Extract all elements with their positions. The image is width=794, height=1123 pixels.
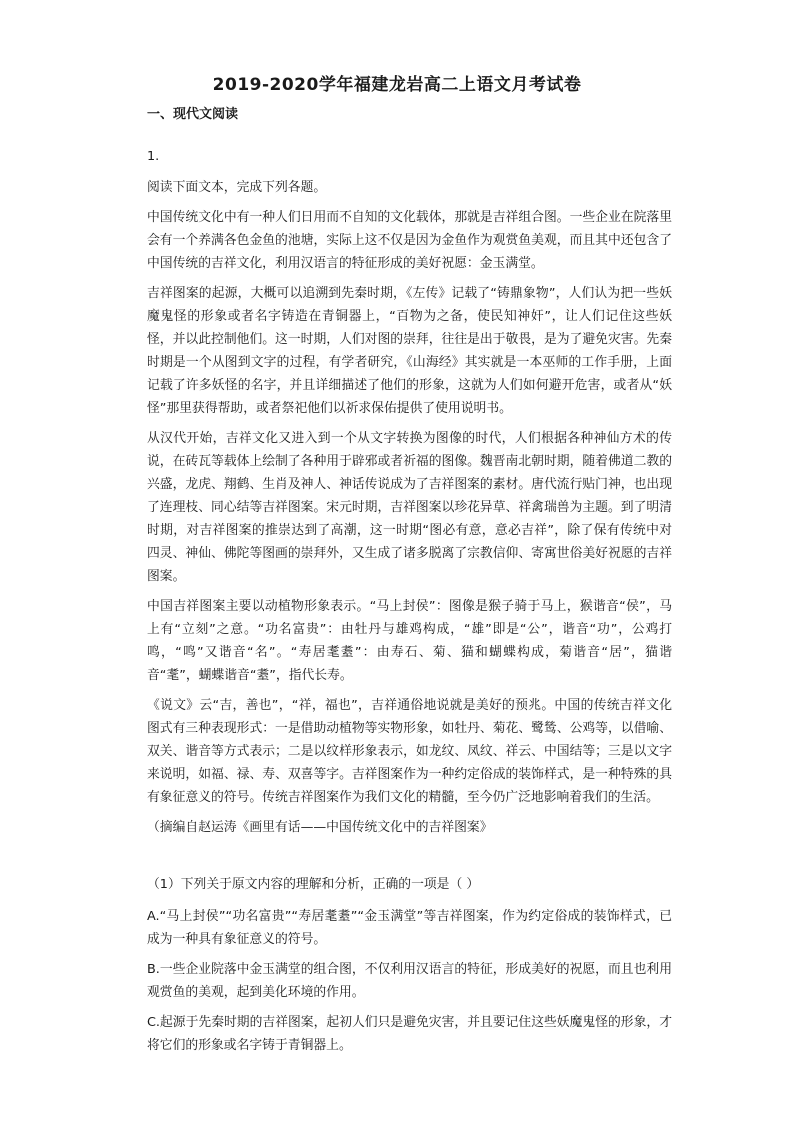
source-note: （摘编自赵运涛《画里有话——中国传统文化中的吉祥图案》 — [147, 820, 493, 835]
option-c: C.起源于先秦时期的吉祥图案，起初人们只是避免灾害，并且要记住这些妖魔鬼怪的形象，才将它们的形象或名字铸于青铜器上。 — [147, 1015, 672, 1053]
paragraph: 中国吉祥图案主要以动植物形象表示。“马上封侯”：图像是猴子骑于马上，猴谐音“侯”，马上有“立刻”之意。“功名富贵”：由牡丹与雄鸡构成，“雄”即是“公”，谐音“功”，公鸡打鸣，“鸣”又谐音“名”。“寿居耄耋”：由寿石、菊、猫和蝴蝶构成，菊谐音“居”，猫谐音“耄”，蝴蝶谐音“耋”，指代长寿。 — [147, 599, 672, 683]
paragraph: 吉祥图案的起源，大概可以追溯到先秦时期，《左传》记载了“铸鼎象物”，人们认为把一些妖魔鬼怪的形象或者名字铸造在青铜器上，“百物为之备，使民知神奸”，让人们记住这些妖怪，并以此控制他们。这一时期，人们对图的崇拜，往往是出于敬畏，是为了避免灾害。先秦时期是一个从图到文字的过程，有学者研究，《山海经》其实就是一本巫师的工作手册，上面记载了许多妖怪的名字，并且详细描述了他们的形象，这就为人们如何避开危害，或者从“妖怪”那里获得帮助，或者祭祀他们以祈求保佑提供了使用说明书。 — [147, 286, 672, 416]
option-b: B.一些企业院落中金玉满堂的组合图，不仅利用汉语言的特征，形成美好的祝愿，而且也利用观赏鱼的美观，起到美化环境的作用。 — [147, 962, 672, 1000]
section-heading: 一、现代文阅读 — [147, 107, 239, 122]
document-title: 2019-2020学年福建龙岩高二上语文月考试卷 — [212, 75, 582, 95]
question-block — [147, 873, 672, 1057]
paragraph: 从汉代开始，吉祥文化又进入到一个从文字转换为图像的时代，人们根据各种神仙方术的传说，在砖瓦等载体上绘制了各种用于辟邪或者祈福的图像。魏晋南北朝时期，随着佛道二教的兴盛，龙虎、翔鹤、生肖及神人、神话传说成为了吉祥图案的素材。唐代流行贴门神，也出现了连理枝、同心结等吉祥图案。宋元时期，吉祥图案以珍花异草、祥禽瑞兽为主题。到了明清时期，对吉祥图案的推崇达到了高潮，这一时期“图必有意，意必吉祥”，除了保有传统中对四灵、神仙、佛陀等图画的崇拜外，又生成了诸多脱离了宗教信仰、寄寓世俗美好祝愿的吉祥图案。 — [147, 431, 672, 584]
question-number: 1. — [147, 149, 160, 164]
option-a: A.“马上封侯”“功名富贵”“寿居耄耋”“金玉满堂”等吉祥图案，作为约定俗成的装饰样式，已成为一种具有象征意义的符号。 — [147, 909, 672, 947]
paragraph: 《说文》云“吉，善也”，“祥，福也”，吉祥通俗地说就是美好的预兆。中国的传统吉祥文化图式有三种表现形式：一是借助动植物等实物形象，如牡丹、菊花、鹭鸶、公鸡等，以借喻、双关、谐音等方式表示；二是以纹样形象表示，如龙纹、凤纹、祥云、中国结等；三是以文字来说明，如福、禄、寿、双喜等字。吉祥图案作为一种约定俗成的装饰样式，是一种特殊的具有象征意义的符号。传统吉祥图案作为我们文化的精髓，至今仍广泛地影响着我们的生活。 — [147, 698, 672, 805]
instruction-text: 阅读下面文本，完成下列各题。 — [147, 180, 327, 195]
sub-question: （1）下列关于原文内容的理解和分析，正确的一项是（ ） — [147, 877, 480, 892]
document-body — [147, 145, 672, 1064]
paragraph: 中国传统文化中有一种人们日用而不自知的文化载体，那就是吉祥组合图。一些企业在院落里会有一个养满各色金鱼的池塘，实际上这不仅是因为金鱼作为观赏鱼美观，而且其中还包含了中国传统的吉祥文化，利用汉语言的特征形成的美好祝愿：金玉满堂。 — [147, 210, 672, 271]
